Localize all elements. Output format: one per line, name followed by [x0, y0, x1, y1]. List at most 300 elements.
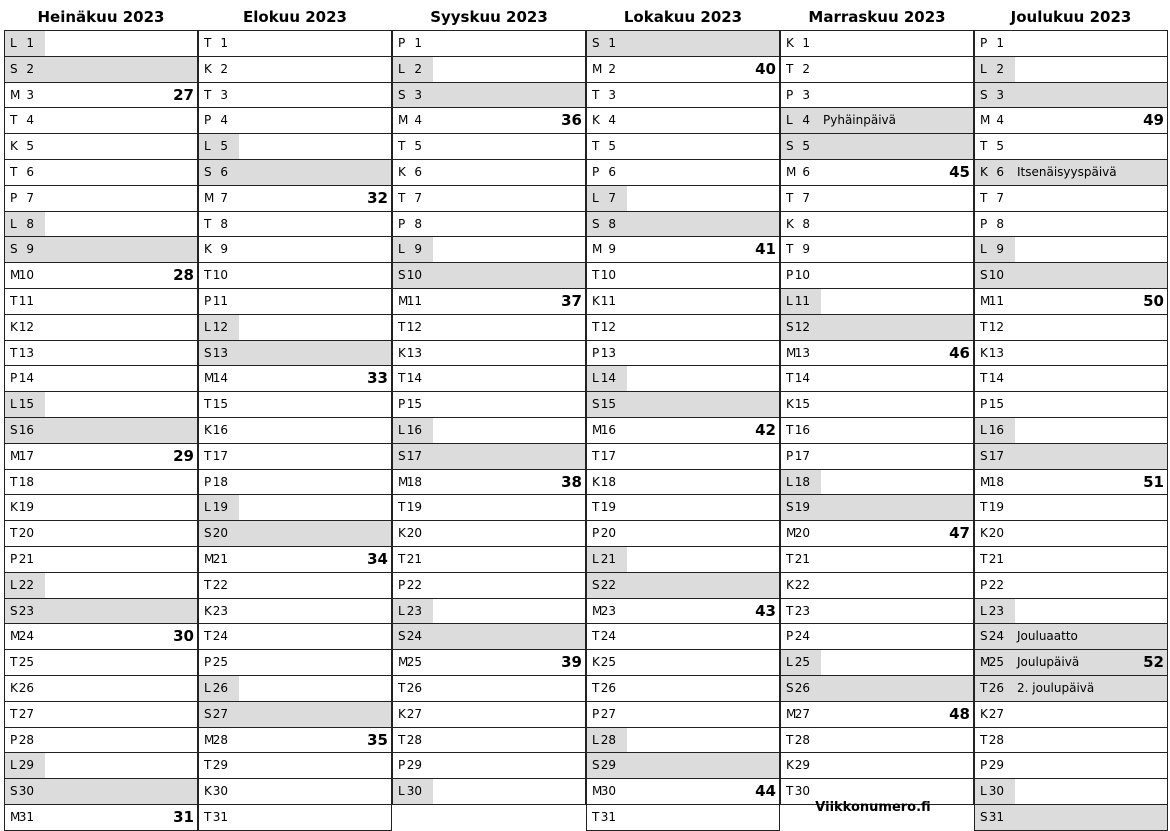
day-number: 22 [212, 577, 228, 592]
day-row [587, 650, 779, 676]
weekday-letter: L [398, 784, 405, 799]
day-row [393, 418, 585, 444]
day-row [199, 186, 391, 212]
day-row [199, 263, 391, 289]
weekday-letter: S [592, 577, 600, 592]
weekday-letter: L [980, 603, 987, 618]
weekday-letter: S [592, 36, 600, 50]
day-row [5, 702, 197, 728]
day-row [5, 315, 197, 341]
day-number: 8 [220, 216, 228, 231]
month-title: Lokakuu 2023 [623, 8, 743, 26]
day-number: 6 [414, 164, 422, 179]
day-number: 2 [220, 61, 228, 76]
day-row [393, 289, 585, 315]
weekday-letter: P [10, 551, 18, 566]
weekday-letter: T [980, 319, 988, 334]
weekday-letter: K [398, 706, 406, 721]
weekday-letter: T [980, 500, 988, 515]
month-title: Heinäkuu 2023 [37, 8, 165, 26]
weekday-letter: T [786, 422, 794, 437]
day-row [781, 418, 973, 444]
day-row [199, 547, 391, 573]
weekday-letter: T [398, 680, 406, 695]
day-list [392, 30, 586, 805]
day-row [5, 676, 197, 702]
day-list [974, 30, 1168, 831]
weekday-letter: T [592, 629, 600, 644]
day-number: 6 [26, 164, 34, 179]
day-number: 9 [26, 242, 34, 257]
week-number: 38 [561, 472, 582, 491]
weekday-letter: S [398, 629, 406, 644]
day-number: 1 [608, 36, 616, 50]
weekday-letter: M [10, 448, 21, 463]
day-row [199, 573, 391, 599]
weekday-letter: M [10, 87, 21, 102]
day-row [587, 83, 779, 109]
day-row [393, 186, 585, 212]
weekday-letter: M [592, 61, 603, 76]
day-row [393, 573, 585, 599]
day-number: 12 [212, 319, 228, 334]
day-number: 9 [802, 242, 810, 257]
weekday-letter: K [980, 164, 988, 179]
weekday-letter: M [980, 655, 991, 670]
weekday-letter: K [10, 680, 18, 695]
weekday-letter: T [592, 448, 600, 463]
day-number: 30 [406, 784, 422, 799]
site-credit: Viikkonumero.fi [815, 800, 931, 815]
day-row [587, 237, 779, 263]
day-number: 8 [26, 216, 34, 231]
weekday-letter: M [592, 603, 603, 618]
weekday-letter: K [980, 526, 988, 541]
day-row [975, 31, 1167, 57]
day-number: 23 [212, 603, 228, 618]
day-row [199, 289, 391, 315]
week-number: 49 [1143, 111, 1164, 130]
day-number: 9 [220, 242, 228, 257]
day-row [393, 624, 585, 650]
week-number: 47 [949, 524, 970, 543]
day-number: 28 [212, 732, 228, 747]
weekday-letter: S [10, 422, 18, 437]
weekday-letter: T [398, 500, 406, 515]
day-row [587, 495, 779, 521]
weekday-letter: K [398, 345, 406, 360]
day-number: 20 [406, 526, 422, 541]
day-row [393, 753, 585, 779]
day-row [5, 418, 197, 444]
day-row [781, 237, 973, 263]
weekday-letter: M [204, 551, 215, 566]
day-row [975, 237, 1167, 263]
day-number: 20 [18, 526, 34, 541]
holiday-name: Pyhäinpäivä [823, 113, 896, 128]
day-number: 3 [220, 87, 228, 102]
day-number: 6 [996, 164, 1004, 179]
weekday-letter: M [980, 113, 991, 128]
day-number: 24 [212, 629, 228, 644]
day-row [587, 728, 779, 754]
weekday-letter: M [398, 293, 409, 308]
weekday-letter: K [592, 293, 600, 308]
day-row [5, 392, 197, 418]
weekday-letter: L [10, 577, 17, 592]
weekday-letter: L [10, 397, 17, 412]
day-number: 15 [794, 397, 810, 412]
day-number: 7 [802, 190, 810, 205]
day-row [587, 263, 779, 289]
day-number: 11 [988, 293, 1004, 308]
weekday-letter: K [10, 500, 18, 515]
day-number: 14 [600, 371, 616, 386]
holiday-name: Jouluaatto [1017, 629, 1078, 644]
day-number: 19 [600, 500, 616, 515]
day-row [199, 702, 391, 728]
day-row [781, 108, 973, 134]
weekday-letter: M [592, 784, 603, 799]
day-list [4, 30, 198, 831]
weekday-letter: L [980, 422, 987, 437]
weekday-letter: P [398, 216, 406, 231]
month-column [4, 6, 198, 831]
day-row [587, 547, 779, 573]
week-number: 44 [755, 782, 776, 801]
weekday-letter: T [786, 732, 794, 747]
week-number: 37 [561, 291, 582, 310]
day-row [587, 108, 779, 134]
day-number: 4 [220, 113, 228, 128]
week-number: 34 [367, 549, 388, 568]
day-number: 5 [996, 139, 1004, 154]
day-row [393, 341, 585, 367]
weekday-letter: P [592, 526, 600, 541]
weekday-letter: M [786, 706, 797, 721]
day-number: 1 [802, 36, 810, 50]
day-number: 1 [996, 36, 1004, 50]
week-number: 27 [173, 85, 194, 104]
day-number: 23 [988, 603, 1004, 618]
day-number: 21 [406, 551, 422, 566]
day-row [5, 237, 197, 263]
weekday-letter: M [786, 526, 797, 541]
day-number: 3 [996, 87, 1004, 102]
weekday-letter: P [980, 36, 988, 50]
weekday-letter: T [398, 732, 406, 747]
day-number: 15 [988, 397, 1004, 412]
day-number: 7 [996, 190, 1004, 205]
weekday-letter: T [204, 36, 212, 50]
day-list [198, 30, 392, 831]
day-number: 13 [600, 345, 616, 360]
day-row [199, 341, 391, 367]
day-number: 29 [406, 758, 422, 773]
weekday-letter: T [10, 706, 18, 721]
day-row [587, 341, 779, 367]
weekday-letter: K [592, 113, 600, 128]
weekday-letter: S [592, 758, 600, 773]
weekday-letter: T [10, 526, 18, 541]
weekday-letter: L [786, 113, 793, 128]
day-row [975, 521, 1167, 547]
day-row [199, 624, 391, 650]
day-number: 16 [18, 422, 34, 437]
day-number: 25 [794, 655, 810, 670]
weekday-letter: K [786, 758, 794, 773]
day-number: 13 [406, 345, 422, 360]
day-number: 27 [794, 706, 810, 721]
weekday-letter: T [204, 809, 212, 824]
day-row [781, 134, 973, 160]
weekday-letter: K [980, 706, 988, 721]
weekday-letter: S [980, 809, 988, 824]
day-number: 3 [414, 87, 422, 102]
weekday-letter: T [10, 655, 18, 670]
day-row [393, 521, 585, 547]
day-number: 17 [406, 448, 422, 463]
weekday-letter: S [592, 397, 600, 412]
day-number: 18 [988, 474, 1004, 489]
day-row [199, 650, 391, 676]
day-row [975, 366, 1167, 392]
day-row [5, 160, 197, 186]
weekday-letter: S [398, 87, 406, 102]
day-row [199, 728, 391, 754]
day-row [781, 160, 973, 186]
day-row [199, 160, 391, 186]
day-number: 12 [794, 319, 810, 334]
day-number: 15 [406, 397, 422, 412]
day-row [393, 263, 585, 289]
day-row [393, 650, 585, 676]
weekday-letter: L [204, 680, 211, 695]
week-number: 42 [755, 420, 776, 439]
weekday-letter: S [204, 345, 212, 360]
weekday-letter: S [398, 448, 406, 463]
day-number: 30 [988, 784, 1004, 799]
day-row [393, 212, 585, 238]
weekday-letter: S [398, 268, 406, 283]
day-row [781, 624, 973, 650]
day-row [5, 495, 197, 521]
day-number: 10 [988, 268, 1004, 283]
weekday-letter: P [398, 758, 406, 773]
day-row [5, 547, 197, 573]
day-number: 10 [406, 268, 422, 283]
day-number: 22 [406, 577, 422, 592]
day-number: 15 [18, 397, 34, 412]
day-row [587, 57, 779, 83]
day-row [587, 573, 779, 599]
day-number: 17 [212, 448, 228, 463]
week-number: 33 [367, 369, 388, 388]
weekday-letter: M [10, 268, 21, 283]
day-row [393, 779, 585, 805]
weekday-letter: T [980, 680, 988, 695]
weekday-letter: P [786, 87, 794, 102]
day-number: 9 [996, 242, 1004, 257]
day-row [5, 134, 197, 160]
day-number: 12 [988, 319, 1004, 334]
day-row [199, 57, 391, 83]
weekday-letter: S [592, 216, 600, 231]
weekday-letter: T [786, 190, 794, 205]
day-number: 21 [794, 551, 810, 566]
day-number: 29 [794, 758, 810, 773]
weekday-letter: T [786, 603, 794, 618]
weekday-letter: P [398, 397, 406, 412]
weekday-letter: T [592, 319, 600, 334]
day-row [781, 521, 973, 547]
month-column [974, 6, 1168, 831]
day-row [975, 392, 1167, 418]
day-row [5, 728, 197, 754]
weekday-letter: T [786, 551, 794, 566]
day-row [393, 392, 585, 418]
day-row [781, 573, 973, 599]
day-number: 26 [406, 680, 422, 695]
day-row [587, 521, 779, 547]
day-row [199, 470, 391, 496]
day-number: 10 [794, 268, 810, 283]
day-row [5, 470, 197, 496]
day-list [780, 30, 974, 805]
day-row [781, 392, 973, 418]
day-row [975, 57, 1167, 83]
weekday-letter: S [786, 500, 794, 515]
day-number: 29 [600, 758, 616, 773]
weekday-letter: K [786, 397, 794, 412]
weekday-letter: P [980, 216, 988, 231]
day-row [393, 676, 585, 702]
day-row [393, 160, 585, 186]
holiday-name: Joulupäivä [1017, 655, 1080, 670]
day-row [781, 263, 973, 289]
weekday-letter: P [786, 268, 794, 283]
weekday-letter: S [204, 164, 212, 179]
day-number: 29 [212, 758, 228, 773]
day-number: 27 [406, 706, 422, 721]
day-number: 21 [988, 551, 1004, 566]
day-number: 14 [18, 371, 34, 386]
weekday-letter: S [204, 706, 212, 721]
weekday-letter: P [10, 371, 18, 386]
weekday-letter: S [980, 629, 988, 644]
day-number: 1 [220, 36, 228, 50]
day-row [975, 186, 1167, 212]
day-row [781, 753, 973, 779]
day-number: 4 [802, 113, 810, 128]
day-number: 28 [988, 732, 1004, 747]
weekday-letter: T [398, 190, 406, 205]
weekday-letter: L [592, 190, 599, 205]
day-row [5, 263, 197, 289]
day-number: 25 [18, 655, 34, 670]
day-number: 3 [608, 87, 616, 102]
weekday-letter: T [204, 758, 212, 773]
weekday-letter: K [398, 164, 406, 179]
day-row [5, 289, 197, 315]
weekday-letter: P [980, 397, 988, 412]
day-row [199, 315, 391, 341]
day-row [975, 134, 1167, 160]
day-row [975, 315, 1167, 341]
month-column [392, 6, 586, 805]
weekday-letter: L [786, 655, 793, 670]
day-row [587, 31, 779, 57]
week-number: 40 [755, 59, 776, 78]
weekday-letter: T [204, 448, 212, 463]
day-row [587, 134, 779, 160]
day-row [975, 624, 1167, 650]
weekday-letter: P [10, 190, 18, 205]
day-row [393, 702, 585, 728]
day-number: 15 [212, 397, 228, 412]
day-number: 2 [414, 61, 422, 76]
day-number: 14 [988, 371, 1004, 386]
weekday-letter: S [980, 268, 988, 283]
day-number: 27 [600, 706, 616, 721]
day-number: 31 [18, 809, 34, 824]
day-number: 20 [794, 526, 810, 541]
day-row [393, 57, 585, 83]
day-number: 11 [18, 293, 34, 308]
day-number: 8 [996, 216, 1004, 231]
weekday-letter: S [786, 680, 794, 695]
day-row [587, 315, 779, 341]
holiday-name: 2. joulupäivä [1017, 680, 1095, 695]
day-number: 28 [18, 732, 34, 747]
day-number: 4 [414, 113, 422, 128]
weekday-letter: M [204, 190, 215, 205]
day-number: 29 [988, 758, 1004, 773]
day-row [199, 521, 391, 547]
day-number: 13 [212, 345, 228, 360]
day-row [587, 160, 779, 186]
day-number: 17 [600, 448, 616, 463]
month-title: Marraskuu 2023 [808, 8, 946, 26]
weekday-letter: L [204, 319, 211, 334]
week-number: 29 [173, 446, 194, 465]
weekday-letter: K [204, 61, 212, 76]
day-number: 28 [406, 732, 422, 747]
weekday-letter: M [980, 474, 991, 489]
weekday-letter: T [980, 732, 988, 747]
weekday-letter: T [398, 551, 406, 566]
day-row [975, 779, 1167, 805]
weekday-letter: L [398, 603, 405, 618]
weekday-letter: S [786, 139, 794, 154]
day-row [5, 521, 197, 547]
day-number: 19 [794, 500, 810, 515]
day-row [393, 444, 585, 470]
day-row [781, 444, 973, 470]
day-number: 25 [212, 655, 228, 670]
day-row [975, 444, 1167, 470]
day-number: 30 [794, 784, 810, 799]
day-number: 4 [996, 113, 1004, 128]
day-row [587, 212, 779, 238]
day-row [975, 702, 1167, 728]
day-row [975, 573, 1167, 599]
day-list [586, 30, 780, 831]
day-row [975, 289, 1167, 315]
day-number: 24 [18, 629, 34, 644]
weekday-letter: P [786, 448, 794, 463]
day-row [975, 341, 1167, 367]
